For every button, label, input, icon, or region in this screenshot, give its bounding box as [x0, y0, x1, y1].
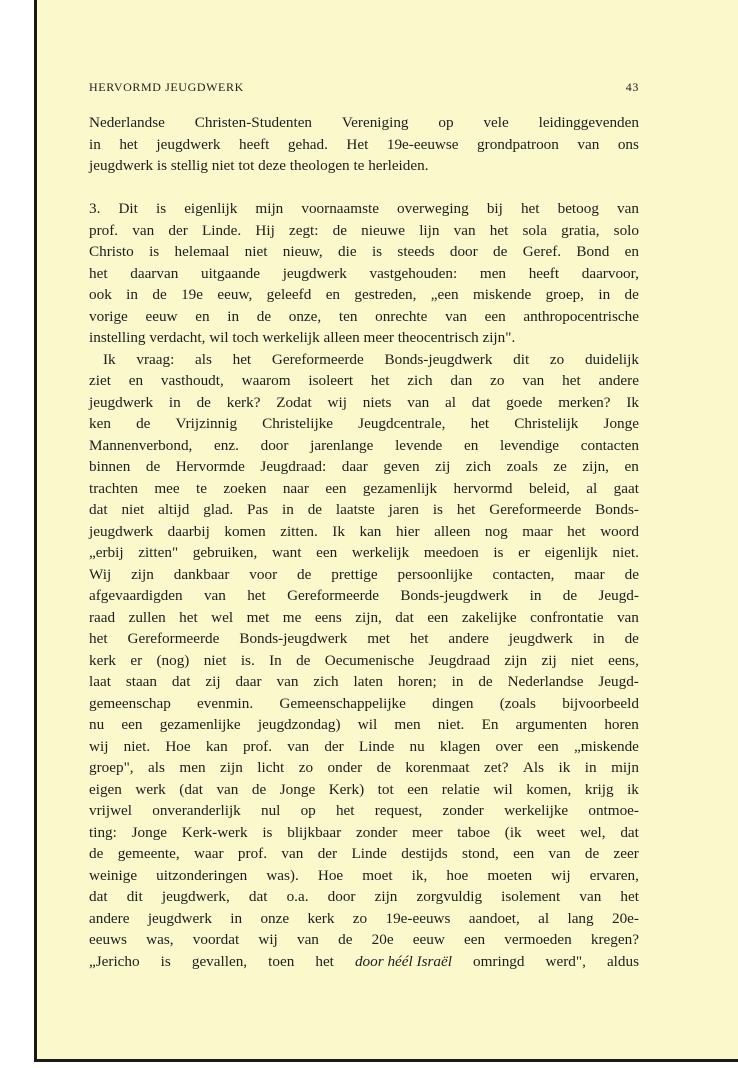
text-line: Nederlandse Christen-Studenten Vereniging op vele leidinggevenden — [89, 114, 639, 131]
paragraph — [89, 349, 639, 973]
text-line: „Jericho is gevallen, toen het door héél Israël omringd werd", aldus — [89, 951, 639, 973]
paragraph — [89, 198, 639, 349]
text-line: 3. Dit is eigenlijk mijn voornaamste overweging bij het betoog van — [89, 200, 639, 217]
text-line: dat niet altijd glad. Pas in de laatste jaren is het Gereformeerde Bonds- — [89, 501, 639, 518]
text-line: Mannenverbond, enz. door jarenlange levende en levendige contacten — [89, 436, 639, 454]
text-line: eeuws was, voordat wij van de 20e eeuw een vermoeden kregen? — [89, 931, 639, 948]
text-line: andere jeugdwerk in onze kerk zo 19e-eeuws aandoet, al lang 20e- — [89, 909, 639, 927]
text-line: prof. van der Linde. Hij zegt: de nieuwe lijn van het sola gratia, solo — [89, 221, 639, 239]
text-line: weinige uitzonderingen was). Hoe moet ik, hoe moeten wij ervaren, — [89, 866, 639, 884]
text-line: groep", als men zijn licht zo onder de korenmaat zet? Als ik in mijn — [89, 759, 639, 776]
text-line: jeugdwerk in de kerk? Zodat wij niets van al dat goede merken? Ik — [89, 393, 639, 411]
text-line: afgevaardigden van het Gereformeerde Bonds-jeugdwerk in de Jeugd- — [89, 587, 639, 604]
text-line: vrijwel onveranderlijk nul op het request, zonder werkelijke ontmoe- — [89, 802, 639, 819]
scanned-page — [34, 0, 738, 1062]
text-line: in het jeugdwerk heeft gehad. Het 19e-eeuwse grondpatroon van ons — [89, 135, 639, 153]
text-line: gemeenschap evenmin. Gemeenschappelijke dingen (zoals bijvoorbeeld — [89, 694, 639, 712]
text-line: binnen de Hervormde Jeugdraad: daar geven zij zich zoals ze zijn, en — [89, 458, 639, 475]
running-head-title: HERVORMD JEUGDWERK — [89, 80, 244, 94]
text-line: laat staan dat zij daar van zich laten horen; in de Nederlandse Jeugd- — [89, 673, 639, 690]
page-number: 43 — [625, 80, 639, 94]
body-text — [89, 112, 639, 972]
text-line: Ik vraag: als het Gereformeerde Bonds-jeugdwerk dit zo duidelijk — [103, 350, 639, 368]
text-line: het daarvan uitgaande jeugdwerk vastgehouden: men heeft daarvoor, — [89, 264, 639, 282]
text-line: jeugdwerk daarbij komen zitten. Ik kan hier alleen nog maar het woord — [89, 522, 639, 540]
text-line: nu een gezamenlijke jeugdzondag) wil men niet. En argumenten horen — [89, 716, 639, 733]
text-line: ken de Vrijzinnig Christelijke Jeugdcentrale, het Christelijk Jonge — [89, 415, 639, 432]
text-line: eigen werk (dat van de Jonge Kerk) tot een relatie wil komen, krijg ik — [89, 780, 639, 798]
text-line: jeugdwerk is stellig niet tot deze theologen te herleiden. — [89, 157, 429, 174]
text-line: trachten mee te zoeken naar een gezamenlijk hervormd beleid, al gaat — [89, 479, 639, 497]
text-line: ting: Jonge Kerk-werk is blijkbaar zonder meer taboe (ik weet wel, dat — [89, 823, 639, 841]
text-line: raad zullen het wel met me eens zijn, dat een zakelijke confrontatie van — [89, 608, 639, 626]
text-line: Christo is helemaal niet nieuw, die is steeds door de Geref. Bond en — [89, 243, 639, 260]
text-line: de gemeente, waar prof. van der Linde destijds stond, een van de zeer — [89, 845, 639, 862]
text-line: instelling verdacht, wil toch werkelijk alleen meer theocentrisch zijn". — [89, 329, 516, 346]
text-line: Wij zijn dankbaar voor de prettige persoonlijke contacten, maar de — [89, 565, 639, 583]
paragraph — [89, 112, 639, 177]
paragraph-gap — [89, 177, 639, 199]
text-line: kerk er (nog) niet is. In de Oecumenische Jeugdraad zijn zij niet eens, — [89, 651, 639, 669]
text-line: ook in de 19e eeuw, geleefd en gestreden, „een miskende groep, in de — [89, 286, 639, 303]
text-line: wij niet. Hoe kan prof. van der Linde nu klagen over een „miskende — [89, 737, 639, 755]
text-line: het Gereformeerde Bonds-jeugdwerk met het andere jeugdwerk in de — [89, 630, 639, 647]
text-line: vorige eeuw en in de onze, ten onrechte van een anthropocentrische — [89, 307, 639, 325]
text-line: „erbij zitten" gebruiken, want een werkelijk meedoen is er eigenlijk niet. — [89, 544, 639, 561]
text-line: ziet en vasthoudt, waarom isoleert het zich dan zo van het andere — [89, 372, 639, 389]
text-line: dat dit jeugdwerk, dat o.a. door zijn zorgvuldig isolement van het — [89, 888, 639, 905]
italic-phrase: door héél Israël — [354, 952, 452, 970]
